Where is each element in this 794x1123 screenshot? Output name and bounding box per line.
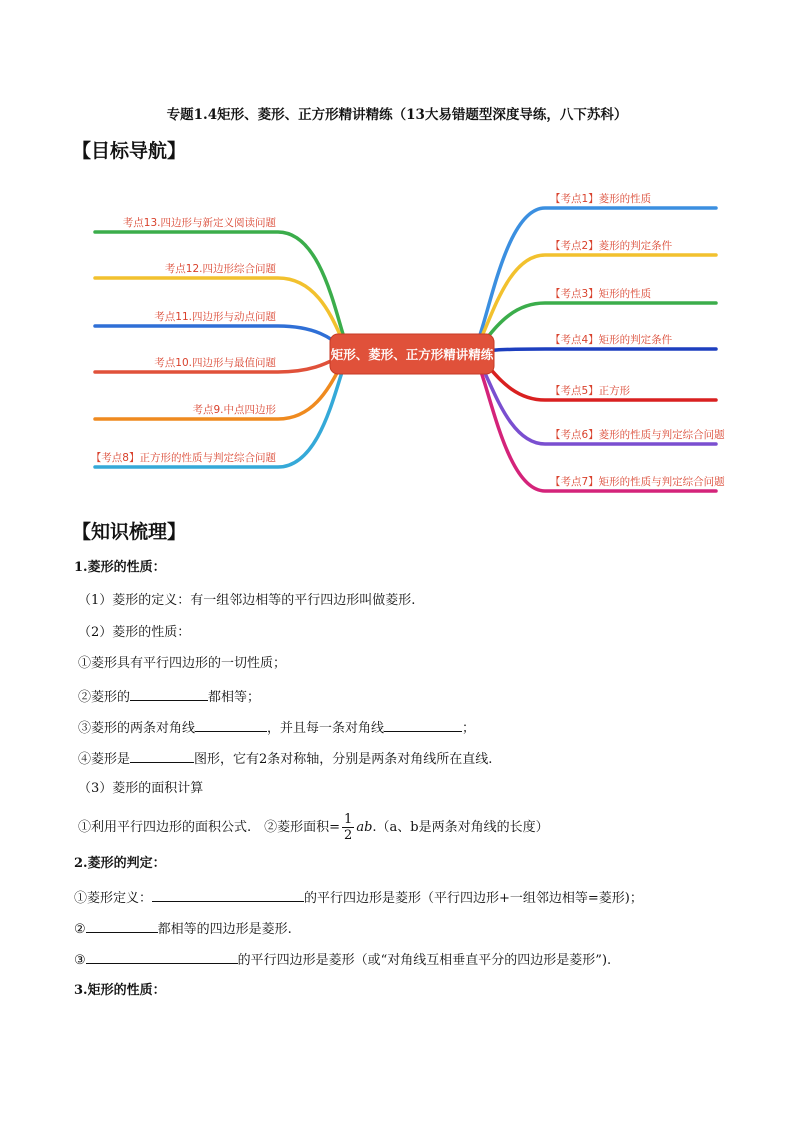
heading-rhombus-determination: 2.菱形的判定： (74, 856, 166, 871)
answer-blank[interactable] (86, 951, 238, 964)
mind-map-topic-left: 考点13.四边形与新定义阅读问题 (122, 217, 276, 229)
fraction-denominator: 2 (344, 828, 353, 843)
mind-map-topic-left: 考点11.四边形与动点问题 (154, 311, 276, 323)
mind-map-branch-left (95, 326, 352, 354)
text-segment: 都相等的四边形是菱形. (157, 922, 292, 937)
answer-blank[interactable] (130, 750, 194, 763)
heading-rhombus-properties: 1.菱形的性质： (74, 560, 166, 575)
answer-blank[interactable] (152, 889, 304, 902)
text-segment: ①菱形定义： (74, 891, 153, 906)
fraction-numerator: 1 (344, 812, 353, 827)
fill-blank-line (74, 889, 643, 905)
mind-map-topic-right: 【考点2】菱形的判定条件 (550, 240, 673, 252)
mind-map-topic-left: 考点10.四边形与最值问题 (154, 357, 276, 369)
fill-blank-line (78, 750, 492, 766)
text-segment: .（a、b是两条对角线的长度） (372, 820, 549, 835)
mind-map-topic-right: 【考点5】正方形 (550, 385, 631, 397)
mind-map-center (330, 334, 494, 374)
answer-blank[interactable] (195, 719, 267, 732)
text-segment: ③菱形的两条对角线 (78, 721, 196, 736)
text-segment: 图形，它有2条对称轴，分别是两条对角线所在直线. (194, 752, 493, 767)
text-segment: ③ (74, 953, 86, 968)
section-heading-goal: 【目标导航】 (72, 140, 187, 162)
mind-map-topic-left: 考点9.中点四边形 (192, 404, 276, 416)
formula-variable: ab (356, 820, 373, 835)
heading-rectangle-properties: 3.矩形的性质： (74, 983, 166, 998)
mind-map-topic-right: 【考点3】矩形的性质 (550, 288, 652, 300)
answer-blank[interactable] (130, 688, 208, 701)
text-line: （3）菱形的面积计算 (78, 781, 204, 796)
mind-map-topic-left: 【考点8】正方形的性质与判定综合问题 (90, 452, 276, 464)
formula-line (78, 812, 549, 843)
text-segment: 都相等； (208, 690, 261, 705)
text-segment: 的平行四边形是菱形（平行四边形+一组邻边相等=菱形)； (304, 891, 643, 906)
text-segment: ①利用平行四边形的面积公式. ②菱形面积= (78, 820, 341, 835)
mind-map-topic-left: 考点12.四边形综合问题 (164, 263, 276, 275)
mind-map (0, 180, 794, 500)
text-line: （1）菱形的定义：有一组邻边相等的平行四边形叫做菱形. (78, 593, 416, 608)
text-segment: ； (462, 721, 476, 736)
answer-blank[interactable] (384, 719, 462, 732)
answer-blank[interactable] (86, 920, 158, 933)
mind-map-branch-right (470, 354, 716, 491)
text-segment: ，并且每一条对角线 (267, 721, 385, 736)
mind-map-center-label: 矩形、菱形、正方形精讲精练 (330, 347, 494, 362)
fraction (342, 812, 354, 843)
mind-map-branch-right (470, 349, 716, 354)
section-heading-knowledge: 【知识梳理】 (72, 521, 187, 543)
text-segment: ②菱形的 (78, 690, 131, 705)
text-line: ①菱形具有平行四边形的一切性质； (78, 656, 287, 671)
mind-map-topic-right: 【考点6】菱形的性质与判定综合问题 (550, 429, 725, 441)
mind-map-branch-right (470, 303, 716, 354)
fill-blank-line (78, 688, 260, 704)
fill-blank-line (78, 719, 475, 735)
text-segment: 的平行四边形是菱形（或“对角线互相垂直平分的四边形是菱形”). (237, 953, 612, 968)
fill-blank-line (74, 951, 611, 967)
fill-blank-line (74, 920, 292, 936)
mind-map-topic-right: 【考点7】矩形的性质与判定综合问题 (550, 476, 725, 488)
text-segment: ② (74, 922, 86, 937)
text-segment: ④菱形是 (78, 752, 131, 767)
mind-map-topic-right: 【考点4】矩形的判定条件 (550, 334, 673, 346)
page-title: 专题1.4矩形、菱形、正方形精讲精练（13大易错题型深度导练，八下苏科） (166, 107, 628, 123)
text-line: （2）菱形的性质： (78, 625, 191, 640)
mind-map-topic-right: 【考点1】菱形的性质 (550, 193, 652, 205)
